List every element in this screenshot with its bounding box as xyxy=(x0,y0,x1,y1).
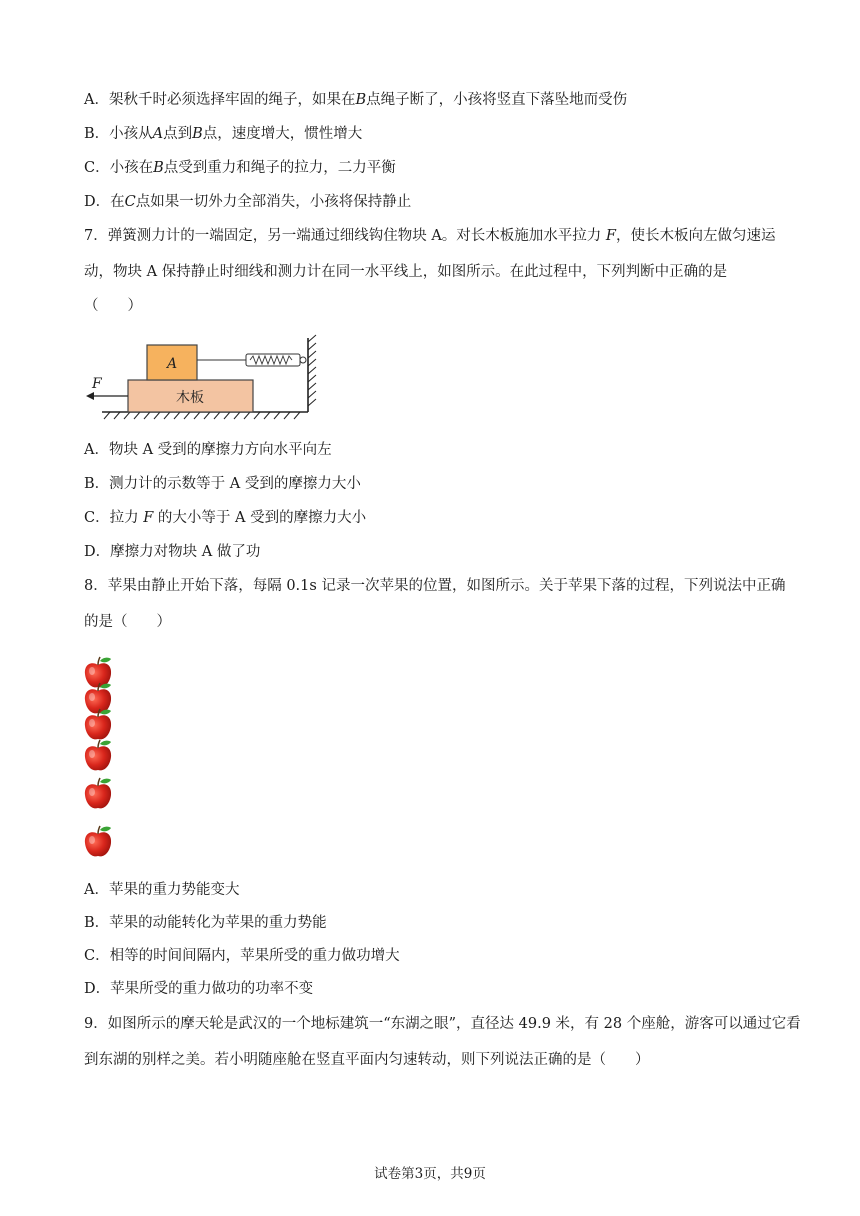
q8-option-a: A．苹果的重力势能变大 xyxy=(84,882,240,898)
apple-icon xyxy=(82,708,114,742)
point-var: B xyxy=(355,92,367,108)
option-text: C．拉力 xyxy=(84,510,144,526)
point-var: C xyxy=(124,194,136,210)
option-text: C．小孩在 xyxy=(84,160,154,176)
apple-icon xyxy=(82,825,114,859)
q6-option-a xyxy=(84,90,627,110)
option-text: D．在 xyxy=(84,194,125,210)
force-label: F xyxy=(92,376,102,392)
ground-hatch xyxy=(104,412,300,419)
wall-hatch xyxy=(308,335,316,406)
force-var: F xyxy=(143,510,154,526)
apple-icon xyxy=(82,777,114,811)
stem-text: 7．弹簧测力计的一端固定，另一端通过细线钩住物块 A。对长木板施加水平拉力 xyxy=(84,228,606,244)
q7-option-b: B．测力计的示数等于 A 受到的摩擦力大小 xyxy=(84,476,361,492)
force-var: F xyxy=(605,228,616,244)
option-text: 的大小等于 A 受到的摩擦力大小 xyxy=(153,510,367,526)
q7-option-d: D．摩擦力对物块 A 做了功 xyxy=(84,544,261,560)
q7-figure xyxy=(84,330,324,420)
q8-option-c: C．相等的时间间隔内，苹果所受的重力做功增大 xyxy=(84,948,400,964)
q8-stem: 8．苹果由静止开始下落，每隔 0.1s 记录一次苹果的位置，如图所示。关于苹果下落的过程，下列说法中正确的是（ ） xyxy=(84,578,786,630)
option-text: 点绳子断了，小孩将竖直下落坠地而受伤 xyxy=(366,92,628,108)
board-label: 木板 xyxy=(176,390,204,406)
q7-bracket: （ ） xyxy=(84,298,142,314)
q7-option-c xyxy=(84,508,366,528)
apple-icon xyxy=(82,739,114,773)
q8-option-d: D．苹果所受的重力做功的功率不变 xyxy=(84,981,314,997)
point-var: B xyxy=(153,160,164,176)
option-text: 点如果一切外力全部消失，小孩将保持静止 xyxy=(135,194,412,210)
force-arrowhead xyxy=(86,392,94,400)
hook xyxy=(300,357,306,363)
point-var: B xyxy=(192,126,203,142)
point-var: A xyxy=(152,126,164,142)
option-text: 点到 xyxy=(163,126,193,142)
stem-text: ，使长木板向左做匀速运动，物块 A 保持静止时细线和测力计在同一水平线上，如图所示。在此过程中，下列判断中正确的是 xyxy=(84,228,776,280)
option-text: 点受到重力和绳子的拉力，二力平衡 xyxy=(163,160,396,176)
option-text: B．小孩从 xyxy=(84,126,153,142)
q6-option-d xyxy=(84,192,411,212)
q9-stem: 9．如图所示的摩天轮是武汉的一个地标建筑一“东湖之眼”，直径达 49.9 米，有 28 个座舱，游客可以通过它看到东湖的别样之美。若小明随座舱在竖直平面内匀速转动，则下列说法正确的是（ ） xyxy=(84,1016,801,1068)
option-text: A．架秋千时必须选择牢固的绳子，如果在 xyxy=(84,92,356,108)
q7-option-a: A．物块 A 受到的摩擦力方向水平向左 xyxy=(84,442,332,458)
q8-option-b: B．苹果的动能转化为苹果的重力势能 xyxy=(84,915,327,931)
q7-stem xyxy=(84,218,794,290)
q6-option-b xyxy=(84,124,362,144)
option-text: 点，速度增大，惯性增大 xyxy=(202,126,363,142)
page-footer: 试卷第3页，共9页 xyxy=(374,1166,486,1182)
q6-option-c xyxy=(84,158,396,178)
block-a-label: A xyxy=(166,356,178,372)
